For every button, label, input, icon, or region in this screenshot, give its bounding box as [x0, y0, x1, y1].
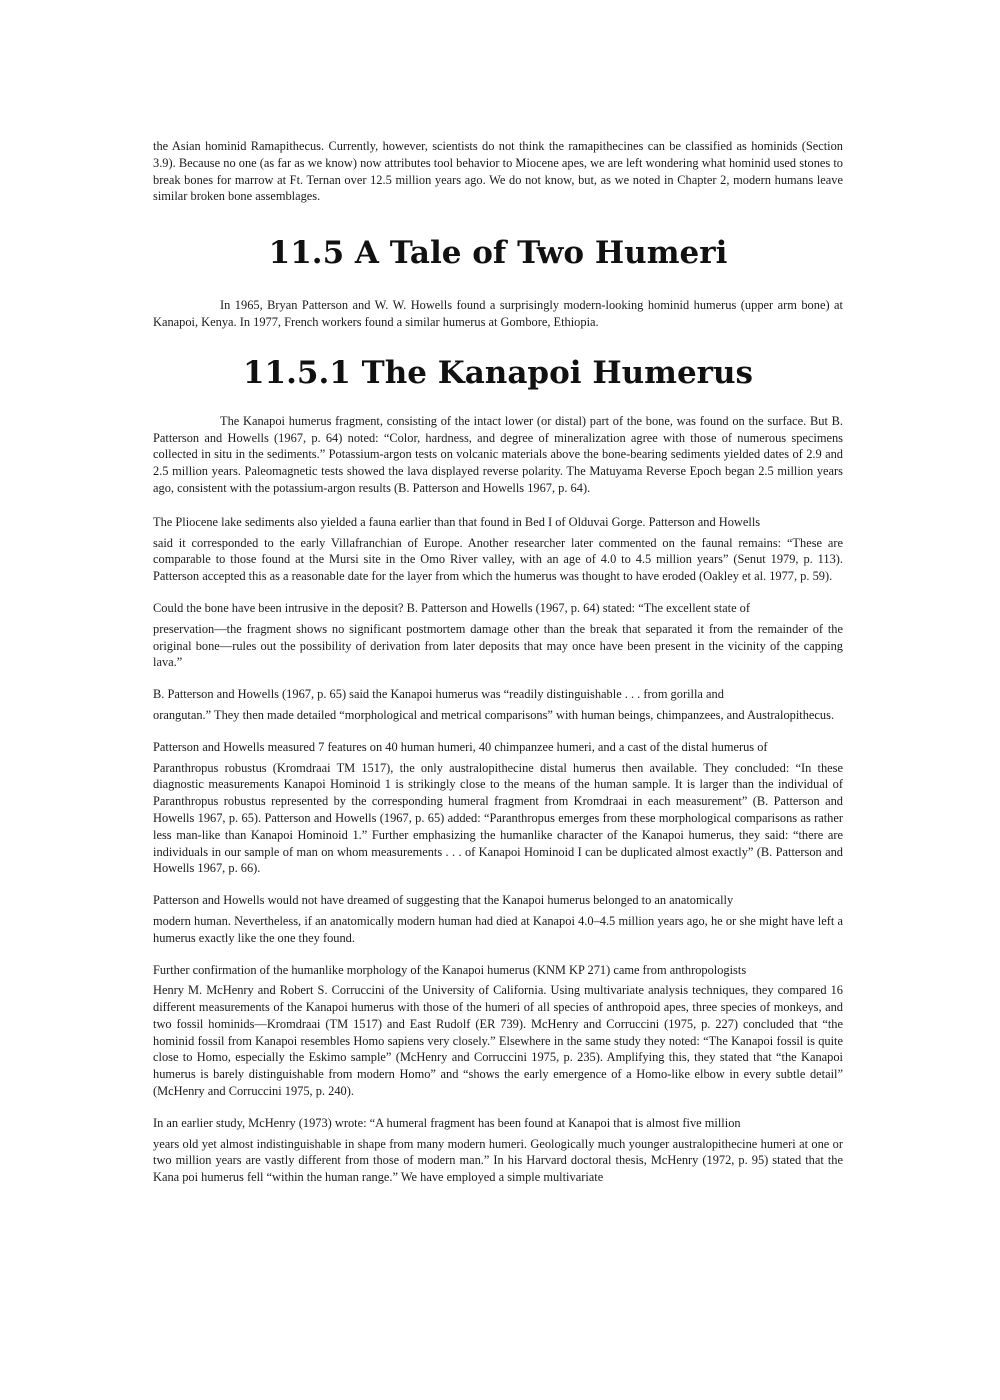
paragraph-7-first-line: Further confirmation of the humanlike morphology of the Kanapoi humerus (KNM KP 271) came from anthropologists: [153, 962, 747, 977]
paragraph-2: [153, 514, 843, 585]
paragraph-7: [153, 962, 843, 1100]
paragraph-5: [153, 739, 843, 877]
subsection-heading: 11.5.1 The Kanapoi Humerus: [242, 354, 754, 391]
paragraph-5-first-line: Patterson and Howells measured 7 features on 40 human humeri, 40 chimpanzee humeri, and a cast of the distal humerus of: [153, 739, 768, 754]
paragraph-4-body: orangutan.” They then made detailed “morphological and metrical comparisons” with human beings, chimpanzees, and Australopithecus.: [153, 707, 835, 722]
paragraph-3-first-line: Could the bone have been intrusive in the deposit? B. Patterson and Howells (1967, p. 64) stated: “The excellent state of: [153, 600, 751, 615]
paragraph-6-first-line: Patterson and Howells would not have dreamed of suggesting that the Kanapoi humerus belonged to an anatomically: [153, 893, 734, 908]
paragraph-6-body: modern human. Nevertheless, if an anatomically modern human had died at Kanapoi 4.0–4.5 million years ago, he or she might have left a humerus exactly like the one they found.: [153, 913, 843, 945]
paragraph-4-first-line: B. Patterson and Howells (1967, p. 65) said the Kanapoi humerus was “readily distinguishable . . . from gorilla and: [153, 687, 724, 702]
paragraph-8: [153, 1115, 843, 1186]
section-paragraph: In 1965, Bryan Patterson and W. W. Howells found a surprisingly modern-looking hominid humerus (upper arm bone) at Kanapoi, Kenya. In 1977, French workers found a similar humerus at Gombore, Ethiopia.: [153, 298, 843, 329]
paragraph-1: The Kanapoi humerus fragment, consisting of the intact lower (or distal) part of the bone, was found on the surface. But B. Patterson and Howells (1967, p. 64) noted: “Color, hardness, and degree of mineralization agree with those of numerous specimens collected in situ in the sediments.” Potassium-argon tests on volcanic materials above the bone-bearing sediments yielded dates of 2.9 and 2.5 million years. Paleomagnetic tests showed the lava displayed reverse polarity. The Matuyama Reverse Epoch began 2.5 million years ago, consistent with the potassium-argon results (B. Patterson and Howells 1967, p. 64).: [153, 413, 843, 495]
paragraph-8-first-line: In an earlier study, McHenry (1973) wrote: “A humeral fragment has been found at Kanapoi that is almost five million: [153, 1115, 741, 1130]
paragraph-3-body: preservation—the fragment shows no significant postmortem damage other than the break that separated it from the remainder of the original bone—rules out the possibility of derivation from later deposits that may once have been present in the vicinity of the capping lava.”: [153, 621, 843, 670]
paragraph-5-body: Paranthropus robustus (Kromdraai TM 1517), the only australopithecine distal humerus then available. They concluded: “In these diagnostic measurements Kanapoi Hominoid 1 is strikingly close to the means of the human sample. It is larger than the individual of Paranthropus robustus represented by the corresponding humeral fragment from Kromdraai in each measurement” (B. Patterson and Howells 1967, p. 65). Patterson and Howells (1967, p. 65) added: “Paranthropus emerges from these morphological comparisons as rather less man-like than Kanapoi Hominoid 1.” Further emphasizing the humanlike character of the Kanapoi humerus, they said: “there are individuals in our sample of man on whom measurements . . . of Kanapoi Hominoid I can be duplicated almost exactly” (B. Patterson and Howells 1967, p. 66).: [153, 760, 843, 876]
intro-paragraph: the Asian hominid Ramapithecus. Currently, however, scientists do not think the ramapithecines can be classified as hominids (Section 3.9). Because no one (as far as we know) now attributes tool behavior to Miocene apes, we are left wondering what hominid used stones to break bones for marrow at Ft. Ternan over 12.5 million years ago. We do not know, but, as we noted in Chapter 2, modern humans leave similar broken bone assemblages.: [153, 139, 843, 204]
paragraph-8-body: years old yet almost indistinguishable in shape from many modern humeri. Geologically much younger australopithecine humeri at one or two million years are vastly different from those of modern man.” In his Harvard doctoral thesis, McHenry (1972, p. 95) stated that the Kana poi humerus fell “within the human range.” We have employed a simple multivariate: [153, 1136, 843, 1185]
document-page: [153, 138, 843, 1201]
paragraph-2-first-line: The Pliocene lake sediments also yielded a fauna earlier than that found in Bed I of Olduvai Gorge. Patterson and Howells: [153, 514, 761, 529]
paragraph-2-body: said it corresponded to the early Villafranchian of Europe. Another researcher later commented on the faunal remains: “These are comparable to those found at the Mursi site in the Omo River valley, with an age of 4.0 to 4.5 million years” (Senut 1979, p. 113). Patterson accepted this as a reasonable date for the layer from which the humerus was thought to have eroded (Oakley et al. 1977, p. 59).: [153, 535, 843, 584]
paragraph-4: [153, 686, 843, 724]
paragraph-6: [153, 892, 843, 946]
paragraph-3: [153, 600, 843, 671]
paragraph-7-body: Henry M. McHenry and Robert S. Corruccini of the University of California. Using multivariate analysis techniques, they compared 16 different measurements of the Kanapoi humerus with those of the humeri of all species of anthropoid apes, three species of monkeys, and two fossil hominids—Kromdraai (TM 1517) and East Rudolf (ER 739). McHenry and Corruccini (1975, p. 227) concluded that “the hominid fossil from Kanapoi resembles Homo sapiens very closely.” Elsewhere in the same study they noted: “The Kanapoi fossil is quite close to Homo, especially the Eskimo sample” (McHenry and Corruccini 1975, p. 235). Amplifying this, they stated that “the Kanapoi humerus is barely distinguishable from modern Homo” and “shows the early emergence of a Homo-like elbow in every subtle detail” (McHenry and Corruccini 1975, p. 240).: [153, 983, 843, 1099]
section-heading: 11.5 A Tale of Two Humeri: [268, 235, 728, 272]
